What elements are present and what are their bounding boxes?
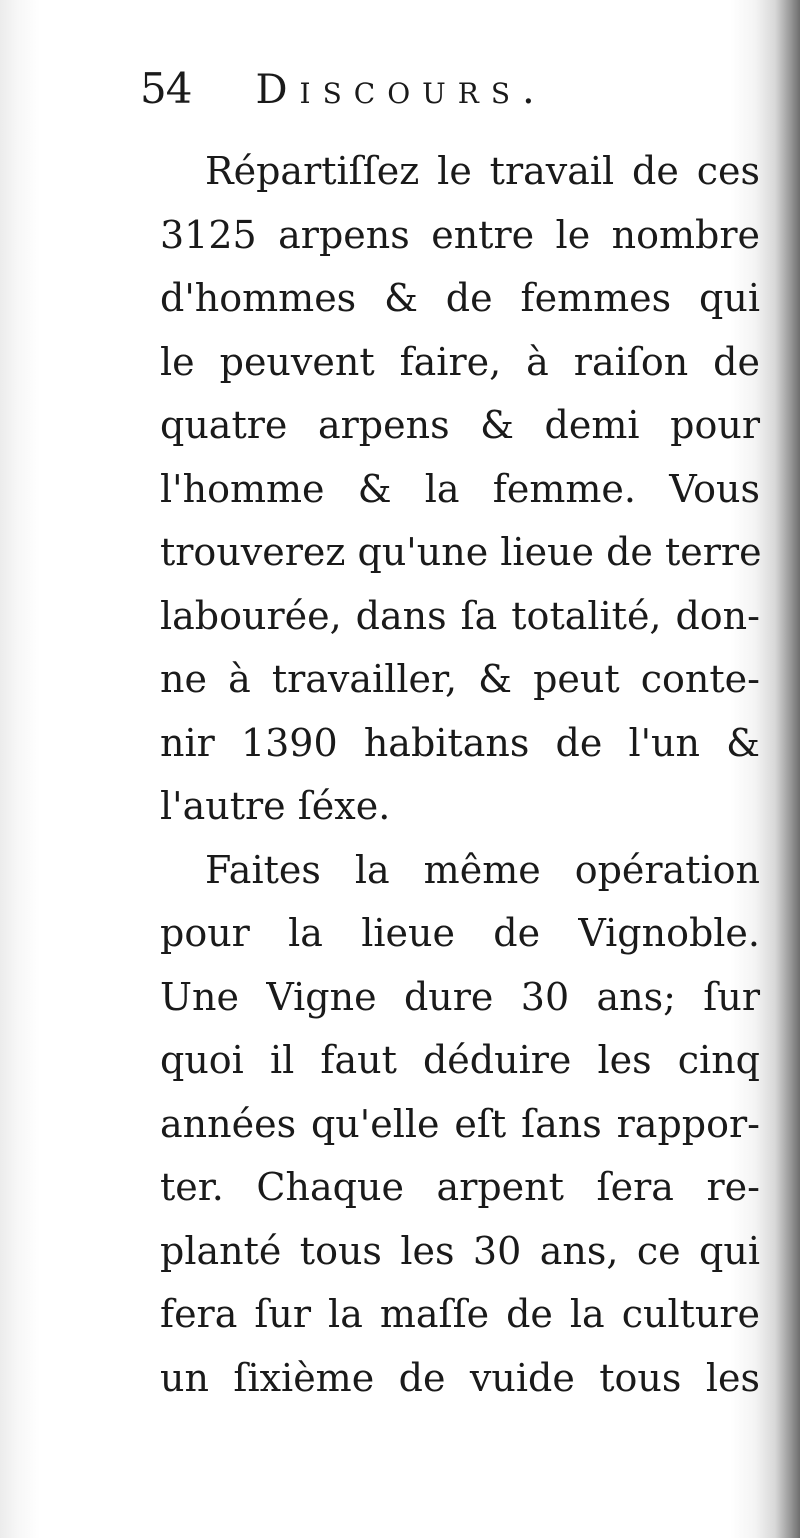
text-line: d'hommes & de femmes qui (160, 276, 760, 320)
running-head: Discours. (255, 67, 547, 113)
text-line: pour la lieue de Vignoble. (160, 911, 760, 955)
text-line: 3125 arpens entre le nombre (160, 212, 760, 257)
text-line: Faites la même opération (205, 847, 760, 892)
text-line: un ſixième de vuide tous les (160, 1355, 760, 1400)
text-line: le peuvent faire, à raiſon de (160, 339, 760, 384)
page-number: 54 (140, 64, 192, 113)
text-line: l'homme & la femme. Vous (160, 466, 760, 511)
body-text (160, 140, 760, 1410)
text-line: ne à travailler, & peut conte- (160, 657, 760, 701)
text-line: trouverez qu'une lieue de terre (160, 530, 762, 574)
page-header (140, 64, 547, 124)
text-line: quatre arpens & demi pour (160, 403, 760, 447)
text-line: nir 1390 habitans de l'un & (160, 720, 760, 765)
text-line: planté tous les 30 ans, ce qui (160, 1228, 760, 1273)
text-line: l'autre ſéxe. (160, 784, 391, 828)
text-line: Répartiſſez le travail de ces (205, 149, 760, 193)
text-line: Une Vigne dure 30 ans; ſur (160, 974, 760, 1019)
text-line: années qu'elle eſt ſans rappor- (160, 1101, 760, 1146)
text-line: ter. Chaque arpent ſera re- (160, 1165, 760, 1209)
text-line: quoi il faut déduire les cinq (160, 1038, 760, 1082)
text-line: fera ſur la maſſe de la culture (160, 1292, 760, 1336)
text-line: labourée, dans ſa totalité, don- (160, 593, 760, 638)
